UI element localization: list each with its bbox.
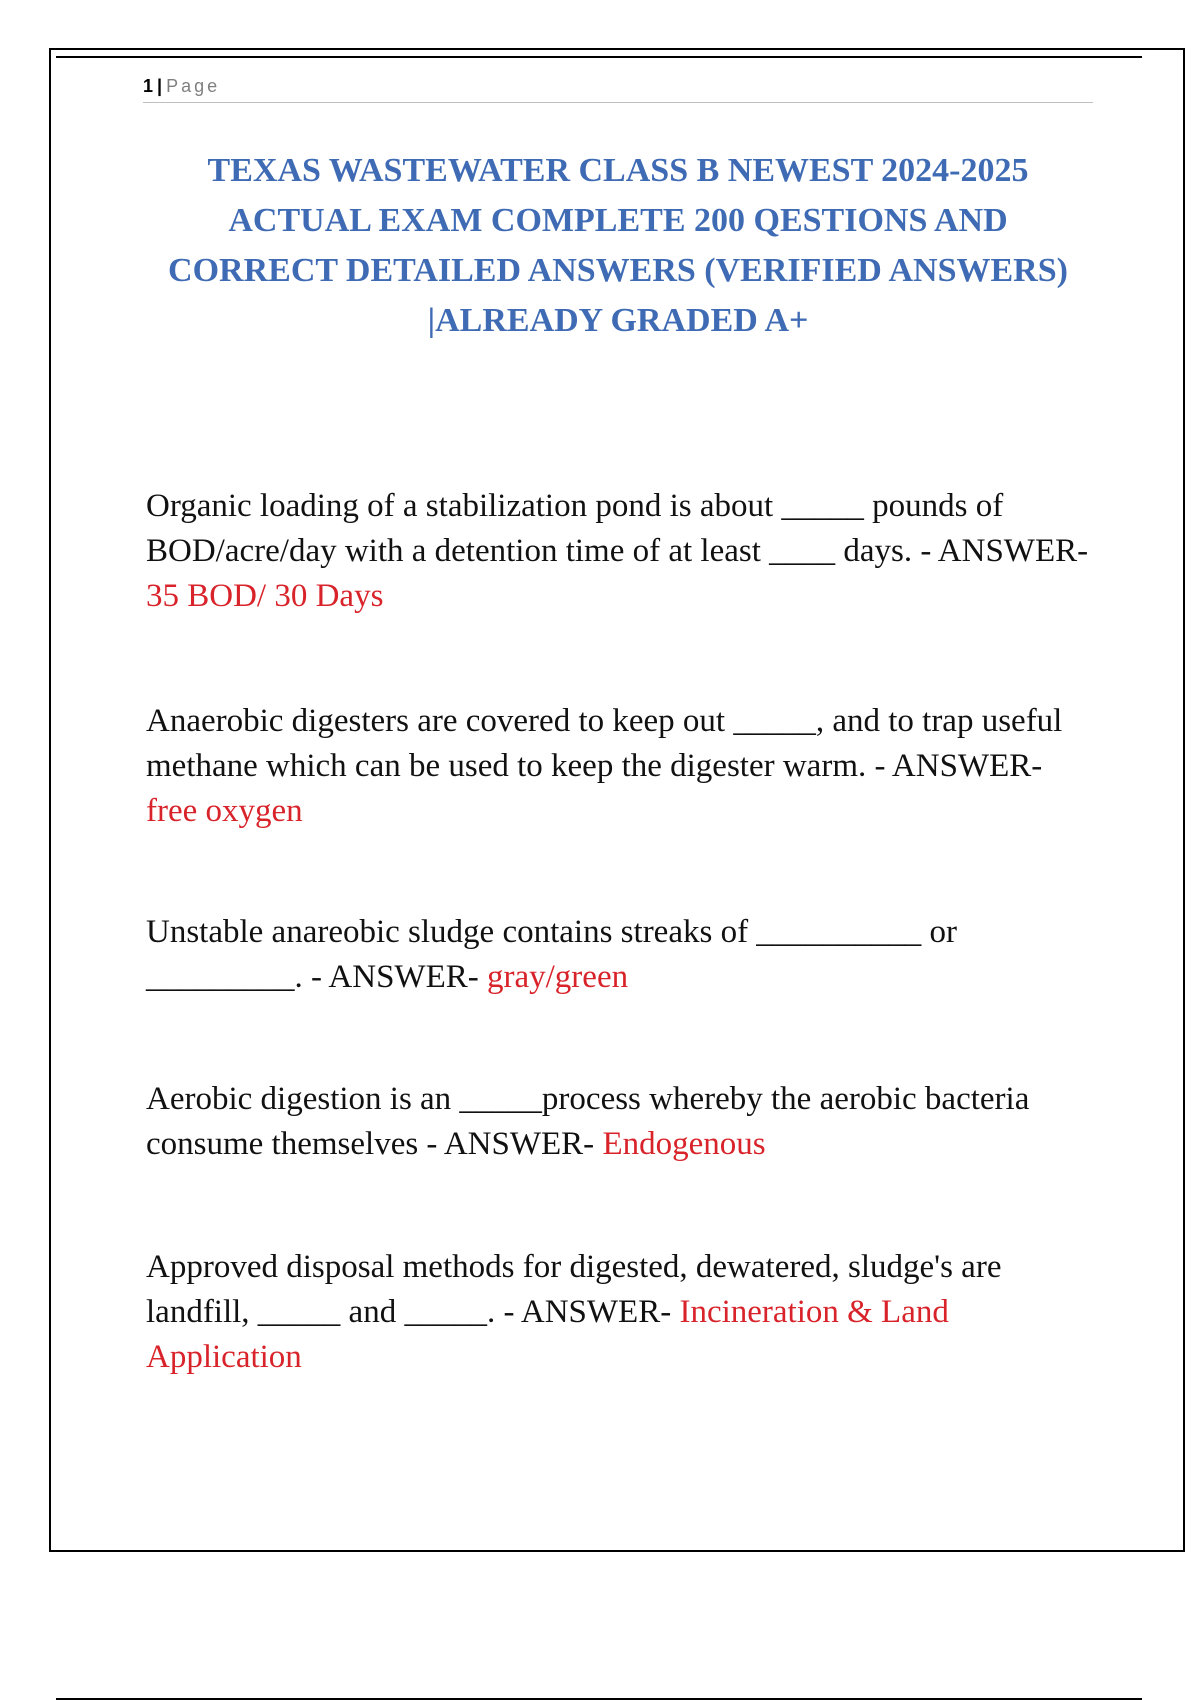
page-separator: |	[157, 76, 163, 96]
page-number: 1	[143, 76, 154, 96]
answer-text: Endogenous	[602, 1126, 766, 1162]
document-title: TEXAS WASTEWATER CLASS B NEWEST 2024-2025 ACTUAL EXAM COMPLETE 200 QESTIONS AND CORRECT DETAILED ANSWERS (VERIFIED ANSWERS) |ALREADY GRADED A+	[168, 152, 1068, 339]
answer-text: gray/green	[487, 959, 629, 995]
top-rule	[56, 56, 1142, 58]
question-item	[146, 699, 1096, 834]
answer-text: Incineration & Land Application	[146, 1294, 949, 1375]
question-item	[146, 1245, 1096, 1380]
question-text: Aerobic digestion is an _____process whereby the aerobic bacteria consume themselves - ANSWER-	[146, 1081, 1030, 1162]
page-label: Page	[166, 76, 221, 96]
question-item	[146, 910, 1096, 1000]
question-text: Unstable anareobic sludge contains streaks of __________ or _________. - ANSWER-	[146, 914, 958, 995]
answer-text: free oxygen	[146, 793, 303, 829]
question-text: Anaerobic digesters are covered to keep out _____, and to trap useful methane which can be used to keep the digester warm. - ANSWER-	[146, 703, 1063, 784]
question-text: Approved disposal methods for digested, dewatered, sludge's are landfill, _____ and _____. - ANSWER-	[146, 1249, 1002, 1330]
question-item	[146, 484, 1096, 619]
question-text: Organic loading of a stabilization pond is about _____ pounds of BOD/acre/day with a detention time of at least ____ days. - ANSWER-	[146, 488, 1089, 569]
answer-text: 35 BOD/ 30 Days	[146, 578, 384, 614]
page-header	[143, 74, 1093, 103]
question-item	[146, 1077, 1096, 1167]
